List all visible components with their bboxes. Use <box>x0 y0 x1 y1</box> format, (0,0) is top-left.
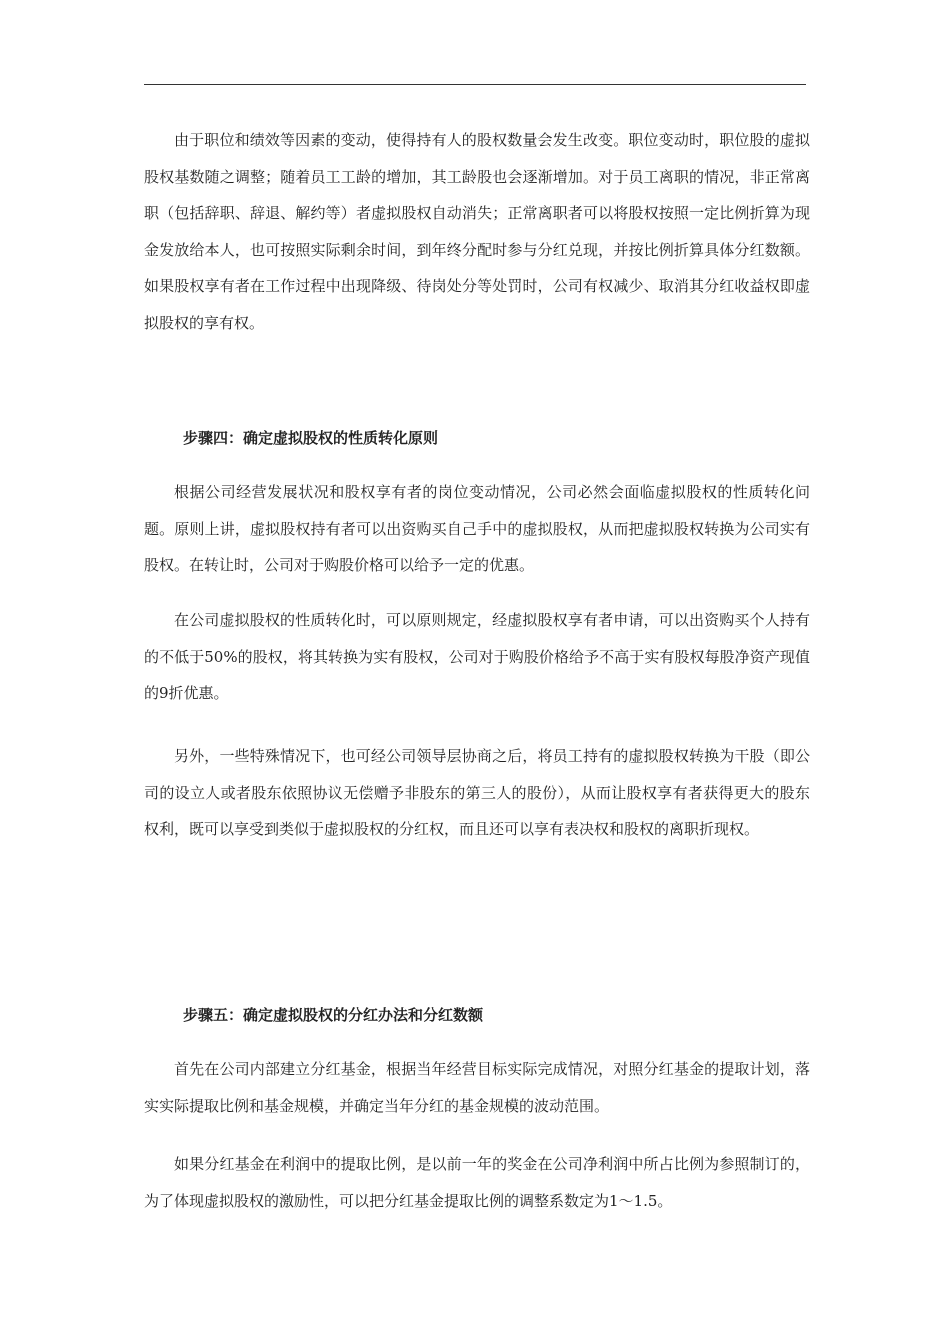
header-rule <box>144 84 806 85</box>
paragraph-dividend-ratio: 如果分红基金在利润中的提取比例，是以前一年的奖金在公司净利润中所占比例为参照制订的，为了体现虚拟股权的激励性，可以把分红基金提取比例的调整系数定为1～1.5。 <box>144 1155 810 1210</box>
heading-step-4: 步骤四：确定虚拟股权的性质转化原则 <box>183 429 439 447</box>
paragraph-dry-shares: 另外，一些特殊情况下，也可经公司领导层协商之后，将员工持有的虚拟股权转换为干股（即公司的设立人或者股东依照协议无偿赠予非股东的第三人的股份），从而让股权享有者获得更大的股东权利，既可以享受到类似于虚拟股权的分红权，而且还可以享有表决权和股权的离职折现权。 <box>144 747 810 839</box>
heading-step-5: 步骤五：确定虚拟股权的分红办法和分红数额 <box>183 1006 484 1024</box>
paragraph-conversion-intro: 根据公司经营发展状况和股权享有者的岗位变动情况，公司必然会面临虚拟股权的性质转化问题。原则上讲，虚拟股权持有者可以出资购买自己手中的虚拟股权，从而把虚拟股权转换为公司实有股权。在转让时，公司对于购股价格可以给予一定的优惠。 <box>144 483 810 575</box>
paragraph-dividend-fund: 首先在公司内部建立分红基金，根据当年经营目标实际完成情况，对照分红基金的提取计划，落实实际提取比例和基金规模，并确定当年分红的基金规模的波动范围。 <box>144 1060 810 1115</box>
paragraph-equity-change: 由于职位和绩效等因素的变动，使得持有人的股权数量会发生改变。职位变动时，职位股的虚拟股权基数随之调整；随着员工工龄的增加，其工龄股也会逐渐增加。对于员工离职的情况，非正常离职（包括辞职、辞退、解约等）者虚拟股权自动消失；正常离职者可以将股权按照一定比例折算为现金发放给本人，也可按照实际剩余时间，到年终分配时参与分红兑现，并按比例折算具体分红数额。如果股权享有者在工作过程中出现降级、待岗处分等处罚时，公司有权减少、取消其分红收益权即虚拟股权的享有权。 <box>144 131 810 332</box>
paragraph-conversion-rule: 在公司虚拟股权的性质转化时，可以原则规定，经虚拟股权享有者申请，可以出资购买个人持有的不低于50%的股权，将其转换为实有股权，公司对于购股价格给予不高于实有股权每股净资产现值的9折优惠。 <box>144 611 810 703</box>
